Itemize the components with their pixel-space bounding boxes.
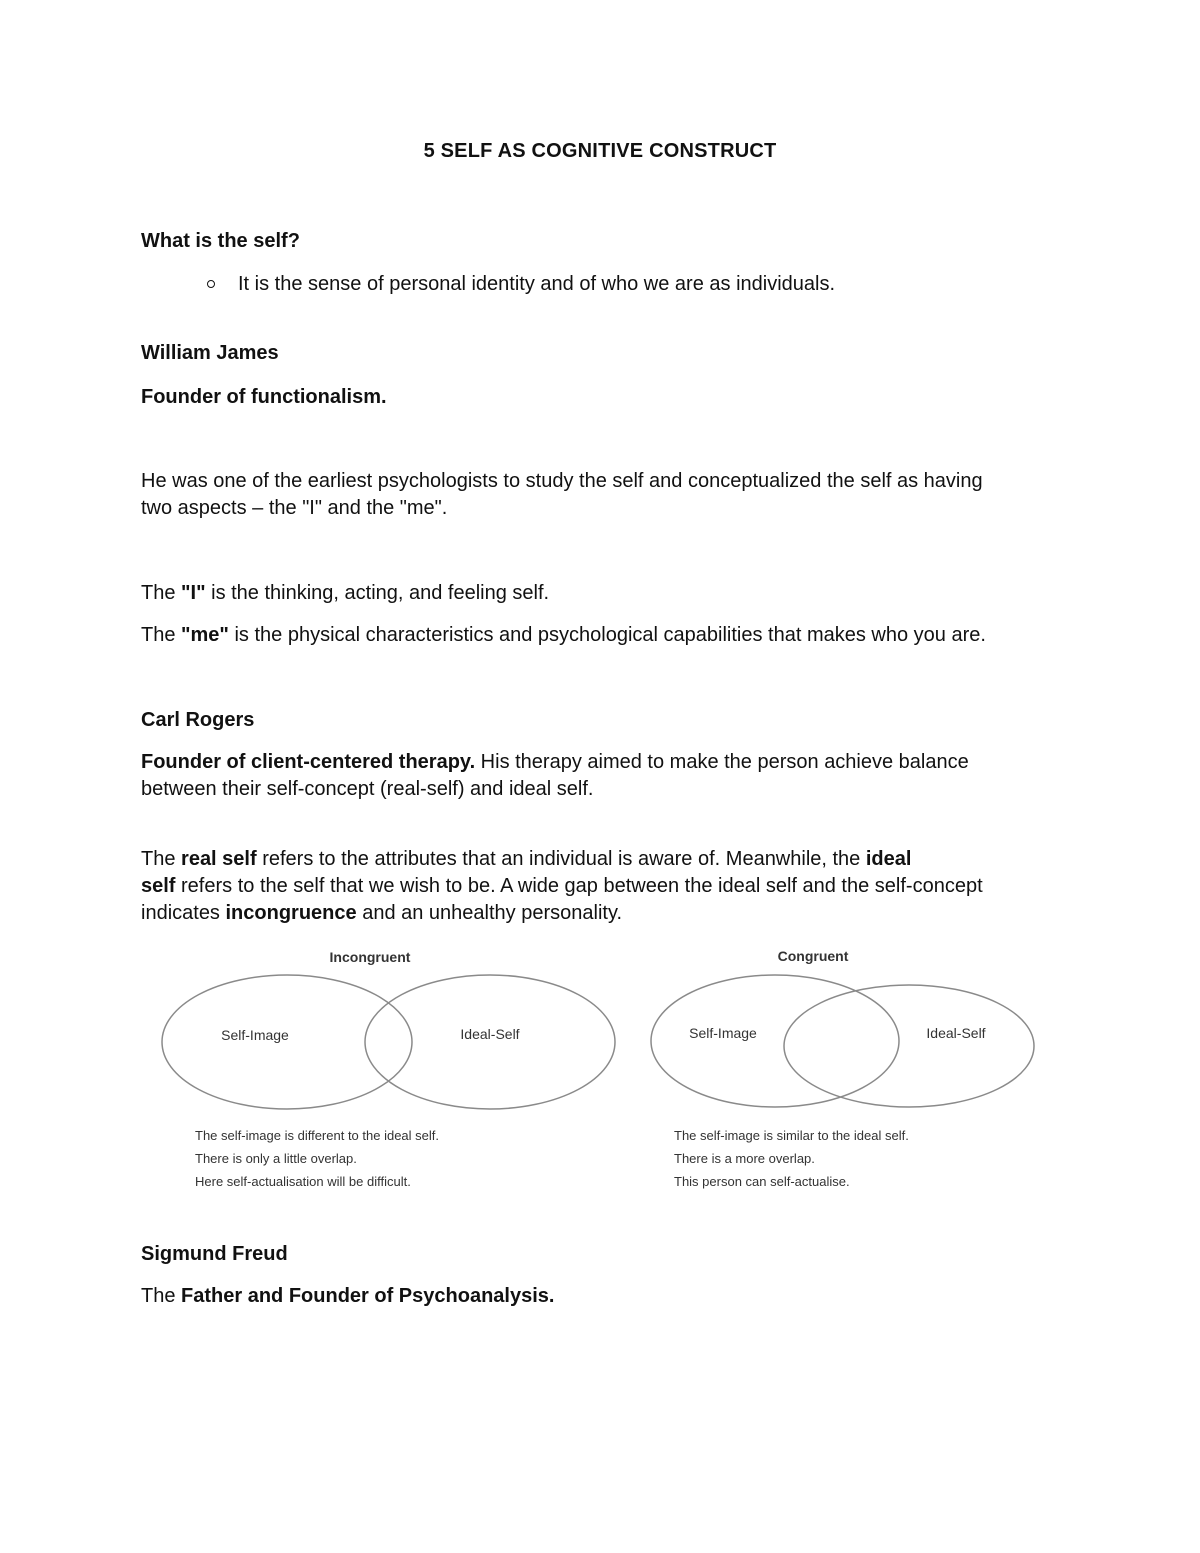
freud-bold: Father and Founder of Psychoanalysis. bbox=[181, 1285, 555, 1307]
section-heading-what-is-self: What is the self? bbox=[141, 230, 300, 252]
rogers-founder-rest: His therapy aimed to make the person achieve balance bbox=[475, 751, 969, 773]
heading-carl-rogers: Carl Rogers bbox=[141, 709, 255, 731]
congruent-caption-1: The self-image is similar to the ideal self. bbox=[674, 1128, 909, 1143]
freud-prefix: The bbox=[141, 1285, 182, 1307]
congruent-label: Congruent bbox=[777, 948, 849, 964]
me-definition bbox=[141, 622, 1061, 649]
page-title: 5 SELF AS COGNITIVE CONSTRUCT bbox=[423, 140, 777, 162]
rogers-founder-bold: Founder of client-centered therapy. bbox=[141, 751, 476, 773]
i-prefix: The bbox=[141, 582, 182, 604]
incongruent-caption-2: There is only a little overlap. bbox=[195, 1151, 357, 1166]
me-prefix: The bbox=[141, 624, 182, 646]
i-term: "I" bbox=[181, 582, 206, 604]
james-paragraph-line-1: He was one of the earliest psychologists to study the self and conceptualized the self as having bbox=[141, 470, 983, 492]
me-rest: is the physical characteristics and psychological capabilities that makes who you are. bbox=[228, 624, 986, 646]
incongruent-caption-1: The self-image is different to the ideal self. bbox=[195, 1128, 439, 1143]
bullet-circle-icon bbox=[207, 280, 215, 288]
heading-william-james: William James bbox=[141, 342, 279, 364]
incongruent-self-image-label: Self-Image bbox=[221, 1027, 289, 1043]
congruent-self-image-label: Self-Image bbox=[689, 1025, 757, 1041]
rogers-para-line-3 bbox=[141, 900, 1061, 927]
congruent-ideal-self-circle bbox=[784, 985, 1034, 1107]
rogers-founder-line-1 bbox=[141, 749, 1061, 776]
term-ideal: ideal bbox=[865, 848, 912, 870]
incongruent-diagram bbox=[162, 949, 615, 1189]
heading-sigmund-freud: Sigmund Freud bbox=[141, 1243, 288, 1265]
james-subtitle: Founder of functionalism. bbox=[141, 386, 387, 408]
rogers-para-line-1 bbox=[141, 846, 1061, 873]
rogers-para-line-2 bbox=[141, 873, 1061, 900]
text-indicates: indicates bbox=[141, 902, 226, 924]
rogers-founder-line-2: between their self-concept (real-self) and ideal self. bbox=[141, 778, 594, 800]
congruent-caption-2: There is a more overlap. bbox=[674, 1151, 815, 1166]
text-end: and an unhealthy personality. bbox=[356, 902, 623, 924]
term-real-self: real self bbox=[181, 848, 257, 870]
text-the: The bbox=[141, 848, 182, 870]
congruent-diagram bbox=[651, 948, 1034, 1189]
i-rest: is the thinking, acting, and feeling self. bbox=[205, 582, 550, 604]
congruence-diagram bbox=[140, 940, 1080, 1200]
term-self: self bbox=[141, 875, 176, 897]
term-incongruence: incongruence bbox=[225, 902, 357, 924]
freud-description bbox=[141, 1283, 1061, 1310]
text-mid-1: refers to the attributes that an individual is aware of. Meanwhile, the bbox=[256, 848, 866, 870]
incongruent-ideal-self-label: Ideal-Self bbox=[460, 1026, 520, 1042]
incongruent-label: Incongruent bbox=[329, 949, 411, 965]
congruent-caption-3: This person can self-actualise. bbox=[674, 1174, 850, 1189]
text-mid-2: refers to the self that we wish to be. A wide gap between the ideal self and the self-concept bbox=[175, 875, 983, 897]
i-definition bbox=[141, 580, 1061, 607]
congruent-self-image-circle bbox=[651, 975, 899, 1107]
congruent-ideal-self-label: Ideal-Self bbox=[926, 1025, 986, 1041]
bullet-text: It is the sense of personal identity and of who we are as individuals. bbox=[238, 273, 836, 295]
me-term: "me" bbox=[181, 624, 229, 646]
incongruent-caption-3: Here self-actualisation will be difficult. bbox=[195, 1174, 411, 1189]
james-paragraph-line-2: two aspects – the "I" and the "me". bbox=[141, 497, 448, 519]
incongruent-ideal-self-circle bbox=[365, 975, 615, 1109]
